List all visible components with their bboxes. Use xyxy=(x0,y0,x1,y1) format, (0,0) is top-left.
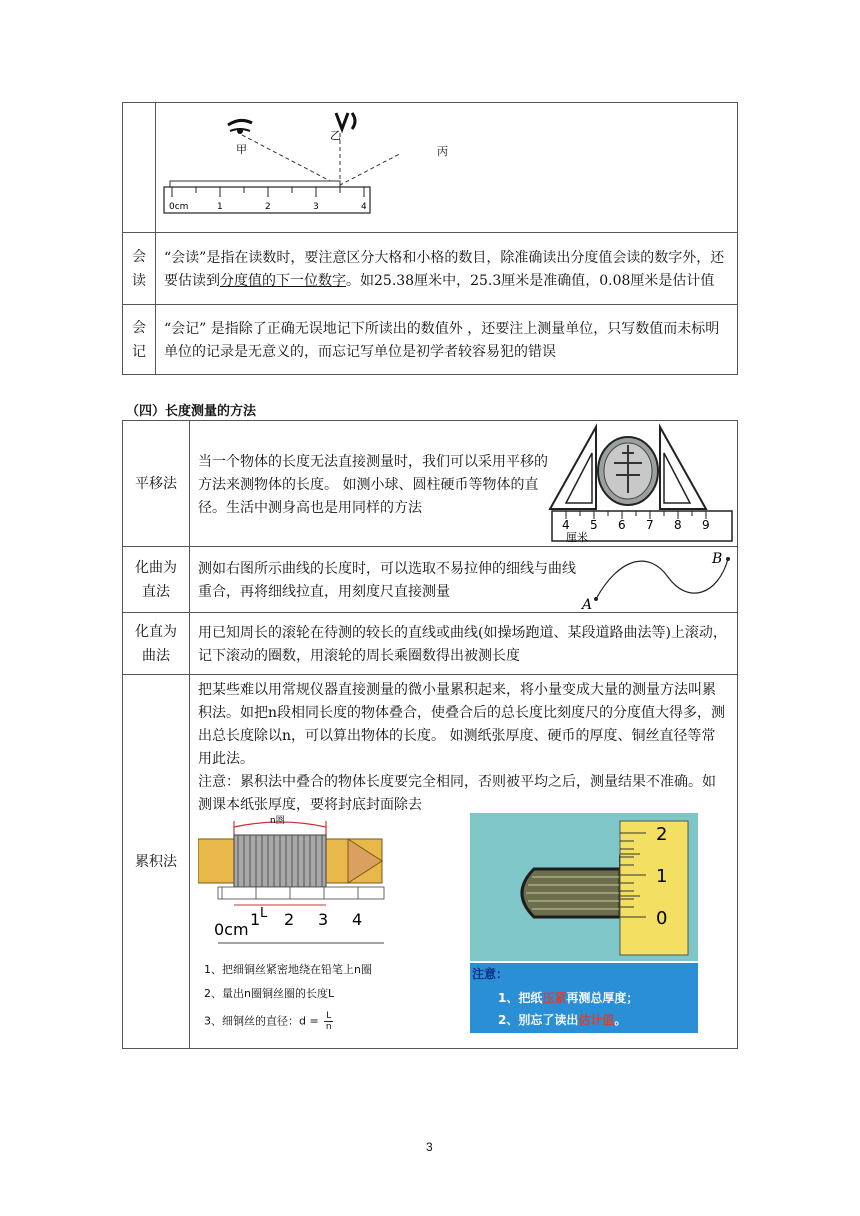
label-bing: 丙 xyxy=(437,145,448,158)
point-b: B xyxy=(712,551,723,567)
read-text xyxy=(156,233,738,305)
translation-cell xyxy=(190,421,738,547)
scale-2: 2 xyxy=(284,910,295,929)
ruler-tick-4: 4 xyxy=(562,518,570,532)
book-ruler-figure xyxy=(470,813,698,961)
methods-table xyxy=(122,420,738,1049)
record-text: “会记” 是指除了正确无误地记下所读出的数值外 ，还要注上测量单位，只写数值而未标明单位的记录是无意义的，而忘记写单位是初学者较容易犯的错误 xyxy=(156,305,738,375)
wire-step-1: 1、把细铜丝紧密地绕在铅笔上n圈 xyxy=(204,963,372,976)
figure-cell xyxy=(156,103,738,233)
read-text-underline: 分度值的下一位数字 xyxy=(220,272,346,289)
book-note-box xyxy=(470,963,698,1033)
ruler-tick-5: 5 xyxy=(590,518,598,532)
book-note-2 xyxy=(498,1011,626,1028)
ruler-tick-0cm: 0cm xyxy=(169,202,189,212)
wire-step-2: 2、量出n圈铜丝圈的长度L xyxy=(204,987,335,1000)
book-note-2c: 。 xyxy=(614,1013,627,1027)
book-scale-0: 0 xyxy=(656,908,668,929)
ruler-tick-1: 1 xyxy=(217,202,223,212)
section-heading: （四）长度测量的方法 xyxy=(126,404,257,419)
n-turns-label: n圈 xyxy=(270,816,285,826)
fraction-numerator: L xyxy=(326,1011,332,1021)
book-scale-1: 1 xyxy=(656,866,668,887)
translation-figure xyxy=(548,423,738,545)
curve-to-straight-cell xyxy=(190,547,738,613)
reading-angle-figure xyxy=(160,105,400,229)
eye-yi-icon xyxy=(336,113,355,129)
fraction-denominator: n xyxy=(325,1022,332,1032)
figure-label-cell xyxy=(123,103,156,233)
diameter-fraction xyxy=(324,1011,333,1032)
ruler-tick-7: 7 xyxy=(646,518,654,532)
translation-text: 当一个物体的长度无法直接测量时，我们可以采用平移的方法来测物体的长度。 如测小球、圆柱硬币等物体的直径。生活中测身高也是用同样的方法 xyxy=(198,454,548,516)
accumulation-cell xyxy=(190,675,738,1049)
book-note-1c: 再测总厚度； xyxy=(566,991,639,1005)
ruler-tick-2: 2 xyxy=(265,202,271,212)
translation-label: 平移法 xyxy=(123,421,190,547)
point-a: A xyxy=(582,597,593,611)
accumulation-text-2: 注意：累积法中叠合的物体长度要完全相同，否则被平均之后，测量结果不准确。如测课本纸张厚度，要将封底封面除去 xyxy=(198,774,716,813)
ruler-tick-9: 9 xyxy=(702,518,710,532)
scale-1: 1 xyxy=(250,910,261,929)
book-note-1b: 压紧 xyxy=(542,991,567,1005)
page-number: 3 xyxy=(426,1140,433,1154)
book-thickness-figure xyxy=(470,813,698,1035)
book-note-title: 注意： xyxy=(472,967,509,981)
read-text-part1: “会读”是指在读数时，要注意区分大格和小格的数目，除准确读出分度值会读的数字外，还要估读到 xyxy=(164,249,725,289)
curve-figure xyxy=(578,549,738,611)
book-note-2a: 2、别忘了读出 xyxy=(498,1013,579,1027)
curve-to-straight-text: 测如右图所示曲线的长度时，可以选取不易拉伸的细线与曲线重合，再将细线拉直，用刻度尺直接测量 xyxy=(198,560,576,600)
book-scale-2: 2 xyxy=(656,824,668,845)
wire-coil-figure xyxy=(198,813,388,953)
straight-to-curve-text: 用已知周长的滚轮在待测的较长的直线或曲线(如操场跑道、某段道路曲法等)上滚动， 记下滚动的圈数，用滚轮的周长乘圈数得出被测长度 xyxy=(190,613,738,675)
wire-step-3 xyxy=(204,1011,333,1032)
wire-step-3-text: 3、细铜丝的直径：d = xyxy=(204,1014,319,1028)
ruler-tick-4: 4 xyxy=(361,202,367,212)
straight-to-curve-label: 化直为曲法 xyxy=(123,613,190,675)
label-yi: 乙 xyxy=(330,129,341,142)
ruler-tick-8: 8 xyxy=(674,518,682,532)
ruler-tick-6: 6 xyxy=(618,518,626,532)
book-note-1a: 1、把纸 xyxy=(498,991,543,1005)
accumulation-text-1: 把某些难以用常规仪器直接测量的微小量累积起来，将小量变成大量的测量方法叫累积法。如把n段相同长度的物体叠合，使叠合后的总长度比刻度尺的分度值大得多，测出总长度除以n，可以算出物体的长度。 如测纸张厚度、硬币的厚度、铜丝直径等常用此法。 xyxy=(198,682,726,767)
scale-4: 4 xyxy=(352,910,363,929)
ruler-unit: 厘米 xyxy=(566,531,588,544)
ruler-tick-3: 3 xyxy=(313,202,319,212)
book-note-2b: 估计值 xyxy=(578,1013,615,1027)
read-text-part2: 。如25.38厘米中，25.3厘米是准确值，0.08厘米是估计值 xyxy=(346,272,715,289)
eye-jia-icon xyxy=(228,120,252,134)
scale-0cm: 0cm xyxy=(214,920,249,939)
book-note-1 xyxy=(498,989,638,1006)
label-jia: 甲 xyxy=(236,143,247,156)
reading-table xyxy=(122,102,738,375)
read-label: 会读 xyxy=(123,233,156,305)
record-label: 会记 xyxy=(123,305,156,375)
accumulation-label: 累积法 xyxy=(123,675,190,1049)
curve-to-straight-label: 化曲为直法 xyxy=(123,547,190,613)
length-l-label: L xyxy=(260,906,268,921)
scale-3: 3 xyxy=(318,910,329,929)
